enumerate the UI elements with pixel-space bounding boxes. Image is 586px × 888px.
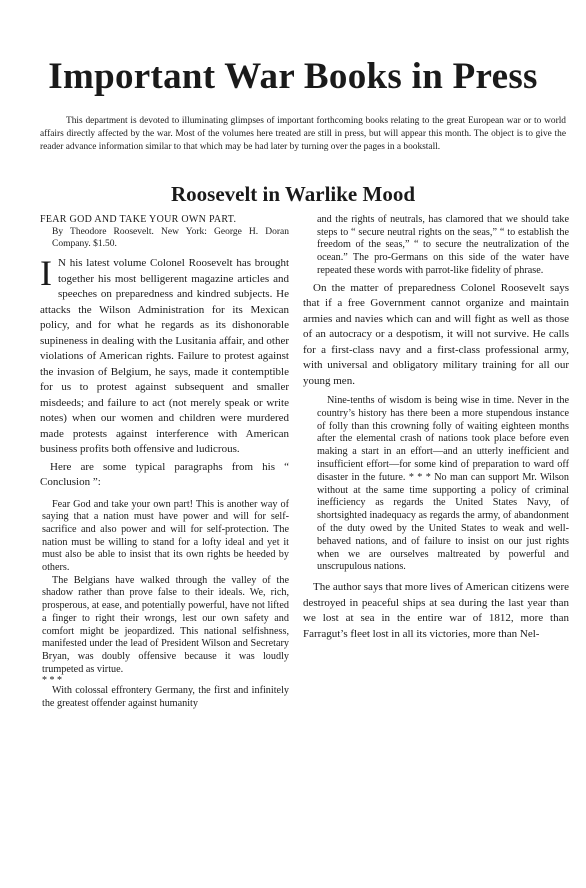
body-paragraph: Here are some typical paragraphs from his “ Conclusion ”: <box>40 460 289 488</box>
quote-paragraph: The Belgians have walked through the valley of the shadow rather than prove false to their ideals. We, rich, prosperous, at ease, and potentially powerful, have not lifted a finger to right their wrongs, lest our own safety and comfort might be jeopardized. This national selfishness, manifested under the lead of President Wilson and Secretary Bryan, was doubly offensive because it was loudly trumpeted as virtue. <box>42 574 289 675</box>
body-paragraph: The author says that more lives of American citizens were destroyed in peaceful ships at sea during the last year than we lost at sea in the entire war of 1812, more than Farragut’s fleet lost in all its victories, more than Nel- <box>303 581 569 640</box>
article-title: Roosevelt in Warlike Mood <box>170 182 416 206</box>
drop-cap: I <box>40 253 52 293</box>
left-column <box>40 214 289 711</box>
book-meta: By Theodore Roosevelt. New York: George H. Doran Company. $1.50. <box>52 227 289 249</box>
department-intro: This department is devoted to illuminating glimpses of important forthcoming books relating to the great European war or to world affairs directly affected by the war. Most of the volumes here treated are still in press, but will appear this month. The object is to give the reader advance information similar to that which may be had later by turning over the pages in a bookstall. <box>40 116 566 152</box>
right-column <box>303 214 569 642</box>
quote-paragraph: Nine-tenths of wisdom is being wise in time. Never in the country’s history has there been a more stupendous instance of folly than this crowning folly of waiting eighteen months after the elemental crash of nations took place before even making a start in an effort—and an utterly inefficient and insufficient effort—for some kind of preparation to ward off disaster in the future. * * * No man can support Mr. Wilson without at the same time supporting a policy of criminal inefficiency as regards the United States Navy, of shortsighted inadequacy as regards the army, of abandonment of the duty owed by the United States to weak and well-behaved nations, and of failure to insist on our just rights when we are ourselves maltreated by powerful and unscrupulous nations. <box>317 395 569 573</box>
page-title: Important War Books in Press <box>48 56 538 97</box>
ellipsis-stars: * * * <box>42 675 62 687</box>
quote-paragraph: With colossal effrontery Germany, the first and infinitely the greatest offender against humanity <box>42 685 289 710</box>
body-paragraph <box>40 253 289 458</box>
quote-paragraph: and the rights of neutrals, has clamored that we should take steps to “ secure neutral rights on the seas,” “ to establish the freedom of the seas,” “ to secure the neutralization of the ocean.” The pro-Germans on this side of the water have repeated these words with parrot-like fidelity of phrase. <box>317 214 569 276</box>
book-title: FEAR GOD AND TAKE YOUR OWN PART. <box>40 214 237 225</box>
quote-paragraph: Fear God and take your own part! This is another way of saying that a nation must have power and will for self-sacrifice and also power and will for self-protection. The nation must be willing to stand for a lofty ideal and yet it must also be able to insist that its own rights be heeded by others. <box>42 498 289 574</box>
body-paragraph: On the matter of preparedness Colonel Roosevelt says that if a free Government cannot organize and maintain armies and navies which can and will fight as well as those of an autocracy or a despotism, it will not survive. He calls for a first-class navy and a first-class professional army, with universal and obligatory military training for all our young men. <box>303 281 569 387</box>
paragraph-text: N his latest volume Colonel Roosevelt has brought together his most belligerent magazine articles and speeches on preparedness and kindred subjects. He attacks the Wilson Administration for its Mexican policy, and for what he regards as its dishonorable supineness in dealing with the Lusitania affair, and other violations of American rights. Failure to protest against the invasion of Belgium, he says, made it contemptible for us to protest against subsequent and smaller misdeeds; and failure to act (not merely speak or write notes) when our women and children were murdered made protests against interference with American business profits both offensive and ludicrous. <box>40 257 289 455</box>
